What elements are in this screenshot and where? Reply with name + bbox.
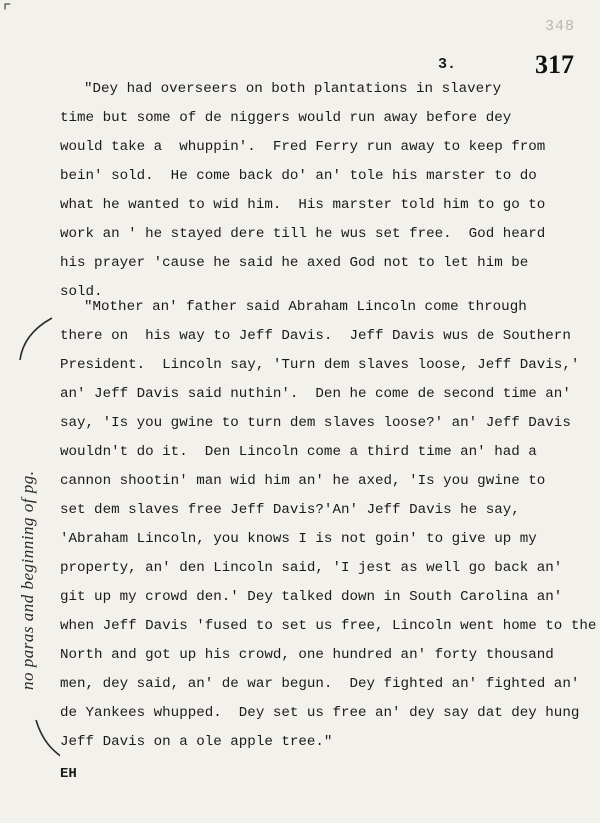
text-line: there on his way to Jeff Davis. Jeff Davis wus de Southern [60,328,571,344]
text-line: what he wanted to wid him. His marster told him to go to [60,197,546,213]
text-line: men, dey said, an' de war begun. Dey fighted an' fighted an' [60,676,580,692]
text-line: when Jeff Davis 'fused to set us free, Lincoln went home to the [60,618,597,634]
text-line: would take a whuppin'. Fred Ferry run away to keep from [60,139,546,155]
text-line: an' Jeff Davis said nuthin'. Den he come de second time an' [60,386,571,402]
text-line: git up my crowd den.' Dey talked down in South Carolina an' [60,589,563,605]
text-line: "Mother an' father said Abraham Lincoln come through [84,299,527,315]
handwritten-margin-note: no paras and beginning of pg. [18,470,37,690]
text-line: "Dey had overseers on both plantations in slavery [84,81,502,97]
typed-page-number: 3. [438,56,457,73]
text-line: Jeff Davis on a ole apple tree." [60,734,333,750]
text-line: wouldn't do it. Den Lincoln come a third time an' had a [60,444,537,460]
text-line: sold. [60,284,103,300]
text-line: his prayer 'cause he said he axed God not to let him be [60,255,529,271]
typist-initials: EH [60,766,77,782]
text-line: North and got up his crowd, one hundred an' forty thousand [60,647,554,663]
text-line: time but some of de niggers would run away before dey [60,110,512,126]
text-line: 'Abraham Lincoln, you knows I is not goin' to give up my [60,531,537,547]
corner-bracket-mark: ⌜ [2,2,13,22]
margin-pen-stroke [0,0,60,823]
stamped-page-number: 317 [535,50,574,79]
text-line: property, an' den Lincoln said, 'I jest as well go back an' [60,560,563,576]
text-line: President. Lincoln say, 'Turn dem slaves loose, Jeff Davis,' [60,357,580,373]
text-line: say, 'Is you gwine to turn dem slaves loose?' an' Jeff Davis [60,415,571,431]
text-line: set dem slaves free Jeff Davis?'An' Jeff Davis he say, [60,502,520,518]
text-line: cannon shootin' man wid him an' he axed, 'Is you gwine to [60,473,546,489]
faint-stamp-number: 348 [545,18,576,35]
text-line: bein' sold. He come back do' an' tole his marster to do [60,168,537,184]
text-line: work an ' he stayed dere till he wus set free. God heard [60,226,546,242]
text-line: de Yankees whupped. Dey set us free an' dey say dat dey hung [60,705,580,721]
